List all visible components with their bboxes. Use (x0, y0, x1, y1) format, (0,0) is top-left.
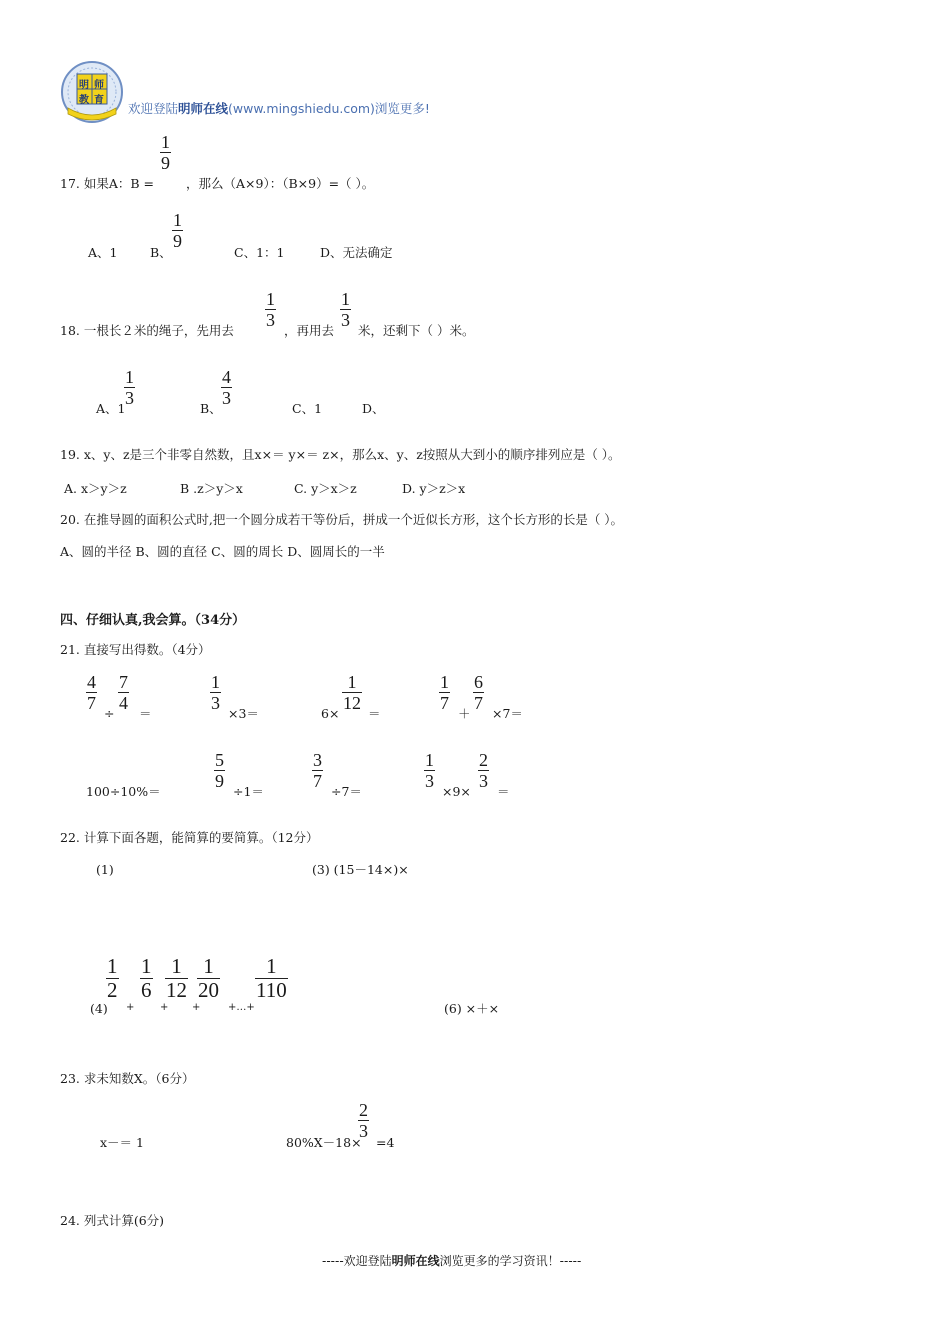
q18-optb-num: 4 (222, 367, 231, 387)
q22-part-1: (1) (96, 862, 114, 877)
q21-stem: 21. 直接写出得数。（4分） (60, 642, 211, 657)
q18-fraction-2 (340, 289, 351, 330)
q21-e6-frac (214, 750, 225, 791)
q21-e6-rest: ÷1＝ (233, 784, 264, 799)
frac-num: 3 (313, 750, 322, 770)
frac-num: 1 (425, 750, 434, 770)
q18-frac1-num: 1 (266, 289, 275, 309)
q22-p4-op-1: + (126, 1002, 135, 1013)
logo-emblem (60, 60, 124, 124)
header-brand: 明师在线 (178, 101, 229, 116)
q21-e1-op: ÷ (104, 706, 115, 721)
q21-e8-frac-2 (478, 750, 489, 791)
q21-e2-frac (210, 672, 221, 713)
frac-den: 7 (313, 771, 322, 791)
frac-den: 110 (256, 978, 287, 1002)
q19-option-c: C. y＞x＞z (294, 481, 357, 496)
q23-stem: 23. 求未知数X。（6分） (60, 1071, 195, 1086)
q18-opta-den: 3 (125, 388, 134, 408)
q21-e2-rest: ×3＝ (228, 706, 259, 721)
q21-e3-frac (342, 672, 362, 713)
q18-option-a-fraction (124, 367, 135, 408)
q21-e8-frac-1 (424, 750, 435, 791)
q21-e8-eq: ＝ (497, 784, 510, 799)
frac-num: 6 (474, 672, 483, 692)
q23-equation-2-b: =4 (376, 1135, 395, 1150)
frac-num: 7 (119, 672, 128, 692)
footer-brand: 明师在线 (391, 1254, 440, 1268)
q18-frac2-num: 1 (341, 289, 350, 309)
frac-num: 1 (211, 672, 220, 692)
q19-option-d: D. y＞z＞x (402, 481, 466, 496)
q21-e7-rest: ÷7＝ (331, 784, 362, 799)
q18-frac2-den: 3 (341, 310, 350, 330)
q22-p4-op-4: +…+ (228, 1002, 255, 1013)
q21-e4-rest: ×7＝ (492, 706, 523, 721)
q17-optb-num: 1 (173, 210, 182, 230)
q21-e1-eq: ＝ (139, 706, 152, 721)
logo-char-4: 育 (94, 95, 104, 106)
footer-post: 浏览更多的学习资讯！----- (439, 1254, 582, 1268)
q22-p4-op-2: + (160, 1002, 169, 1013)
frac-num: 5 (215, 750, 224, 770)
frac-num: 4 (87, 672, 96, 692)
q19-stem: 19. x、y、z是三个非零自然数，且x×＝ y×＝ z×，那么x、y、z按照从大到小的顺序排列应是（ ）。 (60, 447, 621, 462)
q21-e4-frac-2 (473, 672, 484, 713)
q21-e3-eq: ＝ (368, 706, 381, 721)
frac-den: 7 (87, 693, 96, 713)
q18-opta-num: 1 (125, 367, 134, 387)
q18-option-d: D、 (362, 401, 385, 416)
logo (60, 60, 124, 124)
q18-stem-a: 18. 一根长２米的绳子，先用去 (60, 323, 234, 338)
q24-stem: 24. 列式计算(6分) (60, 1213, 165, 1228)
q22-p4-op-3: + (192, 1002, 201, 1013)
q18-stem-b: ，再用去 (284, 323, 335, 338)
q17-option-d: D、无法确定 (320, 245, 393, 260)
frac-den: 9 (215, 771, 224, 791)
frac-den: 12 (166, 978, 187, 1002)
q17-option-a: A、1 (88, 245, 118, 260)
frac-den: 3 (211, 693, 220, 713)
header-banner[interactable] (128, 99, 430, 117)
frac-den: 20 (198, 978, 219, 1002)
q18-fraction-1 (265, 289, 276, 330)
frac-den: 6 (141, 978, 152, 1002)
q22-stem: 22. 计算下面各题，能简算的要简算。（12分） (60, 830, 319, 845)
frac-den: 4 (119, 693, 128, 713)
frac-num: 1 (107, 954, 118, 978)
q22-p4-frac-3 (165, 955, 188, 1002)
q17-option-b-fraction (172, 210, 183, 251)
q17-stem-b: ，那么（A×9）：（B×9）=（ ）。 (186, 176, 375, 191)
q17-frac-num: 1 (161, 132, 170, 152)
q20-options: A、圆的半径 B、圆的直径 C、圆的周长 D、圆周长的一半 (60, 544, 385, 559)
frac-num: 2 (479, 750, 488, 770)
frac-den: 7 (440, 693, 449, 713)
footer-pre: -----欢迎登陆 (322, 1254, 392, 1268)
logo-char-2: 师 (94, 80, 104, 91)
q17-stem-a: 17. 如果A：B = (60, 176, 155, 191)
q18-stem-c: 米，还剩下（ ）米。 (358, 323, 475, 338)
q18-frac1-den: 3 (266, 310, 275, 330)
q17-option-c: C、1：1 (234, 245, 285, 260)
q21-e1-frac-1 (86, 672, 97, 713)
frac-den: 7 (474, 693, 483, 713)
frac-den: 3 (479, 771, 488, 791)
q18-option-b: B、 (200, 401, 222, 416)
section-4-title: 四、仔细认真,我会算。（34分） (60, 613, 246, 628)
q21-e5: 100÷10%＝ (86, 784, 161, 799)
q18-option-a: A、1 (96, 401, 126, 416)
q22-p4-frac-1 (106, 955, 119, 1002)
frac-num: 1 (171, 954, 182, 978)
logo-char-1: 明 (79, 80, 89, 91)
q21-e3-pre: 6× (321, 706, 340, 721)
header-welcome: 欢迎登陆 (128, 101, 179, 116)
q18-option-b-fraction (221, 367, 232, 408)
q22-part-4: (4) (90, 1001, 108, 1016)
q22-part-3: (3) (15－14×)× (312, 862, 409, 877)
q21-e4-op: ＋ (458, 706, 471, 721)
q17-frac-den: 9 (161, 153, 170, 173)
frac-num: 1 (347, 672, 357, 692)
q22-p4-frac-4 (197, 955, 220, 1002)
q19-option-b: B .z＞y＞x (180, 481, 243, 496)
q20-stem: 20. 在推导圆的面积公式时,把一个圆分成若干等份后，拼成一个近似长方形，这个长方形的长是（ ）。 (60, 512, 624, 527)
frac-num: 1 (266, 954, 277, 978)
q22-part-6: (6) ×＋× (444, 1001, 500, 1016)
q17-fraction (160, 132, 171, 173)
q23-equation-2-frac (358, 1100, 369, 1141)
frac-den: 3 (359, 1121, 368, 1141)
q18-option-c: C、1 (292, 401, 323, 416)
q17-optb-den: 9 (173, 231, 182, 251)
frac-num: 2 (359, 1100, 368, 1120)
header-url[interactable]: (www.mingshiedu.com)浏览更多! (228, 101, 430, 116)
frac-num: 1 (203, 954, 214, 978)
frac-den: 3 (425, 771, 434, 791)
q21-e1-frac-2 (118, 672, 129, 713)
footer (322, 1252, 581, 1269)
frac-num: 1 (141, 954, 152, 978)
frac-num: 1 (440, 672, 449, 692)
logo-char-3: 教 (79, 95, 89, 106)
q19-option-a: A. x＞y＞z (64, 481, 127, 496)
q18-optb-den: 3 (222, 388, 231, 408)
q21-e4-frac-1 (439, 672, 450, 713)
frac-den: 12 (343, 693, 361, 713)
q23-equation-2-a: 80%X－18× (286, 1135, 362, 1150)
q21-e8-op: ×9× (442, 784, 471, 799)
q22-p4-frac-2 (140, 955, 153, 1002)
frac-den: 2 (107, 978, 118, 1002)
q22-p4-frac-5 (255, 955, 288, 1002)
q17-option-b: B、 (150, 245, 172, 260)
q21-e7-frac (312, 750, 323, 791)
q23-equation-1: x－＝ 1 (100, 1135, 144, 1150)
